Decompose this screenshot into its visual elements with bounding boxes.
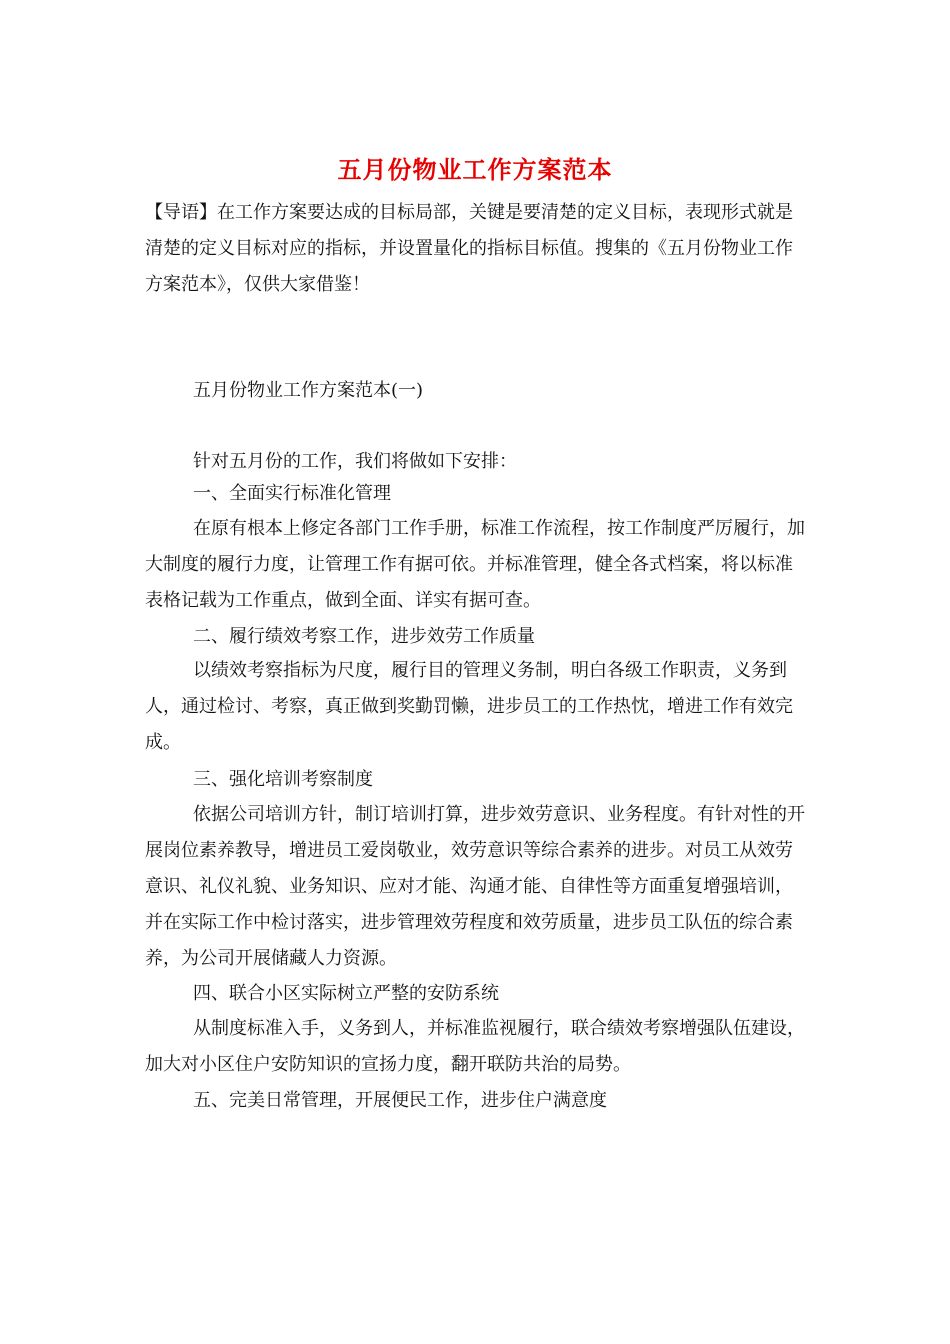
opening-line: 针对五月份的工作，我们将做如下安排： [193,451,517,472]
item-heading-5: 五、完美日常管理，开展便民工作，进步住户满意度 [193,1090,607,1111]
item-body-1: 在原有根本上修定各部门工作手册，标准工作流程，按工作制度严厉履行，加大制度的履行力度，让管理工作有据可依。并标准管理，健全各式档案，将以标准表格记载为工作重点，做到全面、详实有据可查。 [145,518,805,611]
item-heading-2: 二、履行绩效考察工作，进步效劳工作质量 [193,626,535,647]
item-heading-1: 一、全面实行标准化管理 [193,483,391,504]
item-body-4: 从制度标准入手，义务到人，并标准监视履行，联合绩效考察增强队伍建设，加大对小区住户安防知识的宣扬力度，翻开联防共治的局势。 [145,1018,805,1075]
item-heading-4: 四、联合小区实际树立严整的安防系统 [193,983,499,1004]
item-body-3: 依据公司培训方针，制订培训打算，进步效劳意识、业务程度。有针对性的开展岗位素养教导，增进员工爱岗敬业，效劳意识等综合素养的进步。对员工从效劳意识、礼仪礼貌、业务知识、应对才能、沟通才能、自律性等方面重复增强培训，并在实际工作中检讨落实，进步管理效劳程度和效劳质量，进步员工队伍的综合素养，为公司开展储藏人力资源。 [145,804,805,969]
document-title: 五月份物业工作方案范本 [337,155,613,184]
item-heading-3: 三、强化培训考察制度 [193,769,373,790]
intro-paragraph: 【导语】在工作方案要达成的目标局部，关键是要清楚的定义目标，表现形式就是清楚的定义目标对应的指标，并设置量化的指标目标值。搜集的《五月份物业工作方案范本》，仅供大家借鉴！ [145,202,793,295]
section-title: 五月份物业工作方案范本(一) [193,380,424,401]
item-body-2: 以绩效考察指标为尺度，履行目的管理义务制，明白各级工作职责，义务到人，通过检讨、考察，真正做到奖勤罚懒，进步员工的工作热忱，增进工作有效完成。 [145,660,793,753]
